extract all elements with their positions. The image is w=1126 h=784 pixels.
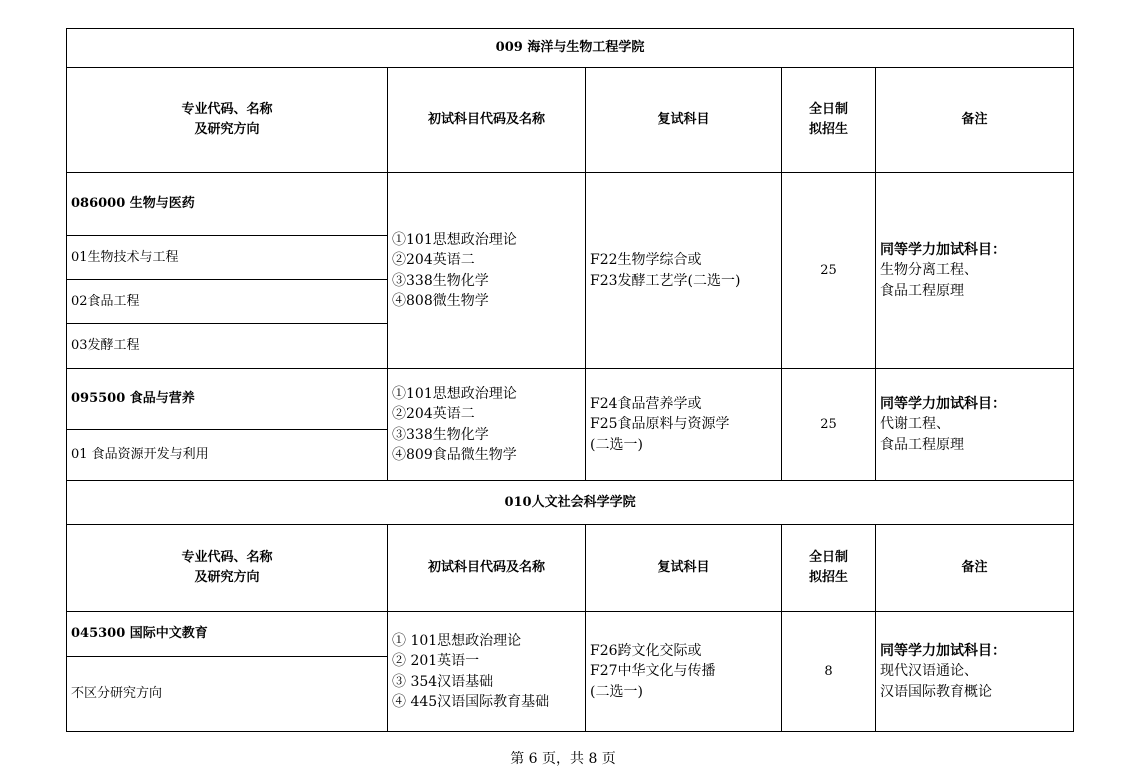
header-major: 专业代码、名称 及研究方向 [67, 68, 388, 173]
header-retest: 复试科目 [586, 68, 782, 173]
retest-subjects: F26跨文化交际或 F27中华文化与传播 (二选一) [586, 612, 782, 732]
quota-value: 8 [782, 612, 876, 732]
major-name: 086000 生物与医药 [67, 173, 388, 236]
research-direction: 03发酵工程 [67, 324, 388, 369]
college-title: 010人文社会科学学院 [67, 481, 1074, 525]
header-remark: 备注 [876, 68, 1074, 173]
major-name: 095500 食品与营养 [67, 369, 388, 430]
major-name: 045300 国际中文教育 [67, 612, 388, 657]
research-direction: 不区分研究方向 [67, 657, 388, 732]
header-prelim: 初试科目代码及名称 [388, 525, 586, 612]
remark-cell: 同等学力加试科目： 现代汉语通论、 汉语国际教育概论 [876, 612, 1074, 732]
header-quota: 全日制 拟招生 [782, 525, 876, 612]
header-prelim: 初试科目代码及名称 [388, 68, 586, 173]
quota-value: 25 [782, 173, 876, 369]
retest-subjects: F22生物学综合或 F23发酵工艺学(二选一) [586, 173, 782, 369]
remark-cell: 同等学力加试科目： 代谢工程、 食品工程原理 [876, 369, 1074, 481]
prelim-subjects: ① 101思想政治理论 ② 201英语一 ③ 354汉语基础 ④ 445汉语国际教育基础 [388, 612, 586, 732]
prelim-subjects: ①101思想政治理论 ②204英语二 ③338生物化学 ④809食品微生物学 [388, 369, 586, 481]
header-major: 专业代码、名称 及研究方向 [67, 525, 388, 612]
remark-cell: 同等学力加试科目： 生物分离工程、 食品工程原理 [876, 173, 1074, 369]
research-direction: 01生物技术与工程 [67, 236, 388, 280]
research-direction: 01 食品资源开发与利用 [67, 430, 388, 481]
quota-value: 25 [782, 369, 876, 481]
retest-subjects: F24食品营养学或 F25食品原料与资源学 (二选一) [586, 369, 782, 481]
admissions-table [66, 28, 1074, 732]
header-remark: 备注 [876, 525, 1074, 612]
header-retest: 复试科目 [586, 525, 782, 612]
college-title: 009 海洋与生物工程学院 [67, 29, 1074, 68]
prelim-subjects: ①101思想政治理论 ②204英语二 ③338生物化学 ④808微生物学 [388, 173, 586, 369]
page-footer: 第 6 页，共 8 页 [510, 751, 616, 767]
research-direction: 02食品工程 [67, 280, 388, 324]
header-quota: 全日制 拟招生 [782, 68, 876, 173]
